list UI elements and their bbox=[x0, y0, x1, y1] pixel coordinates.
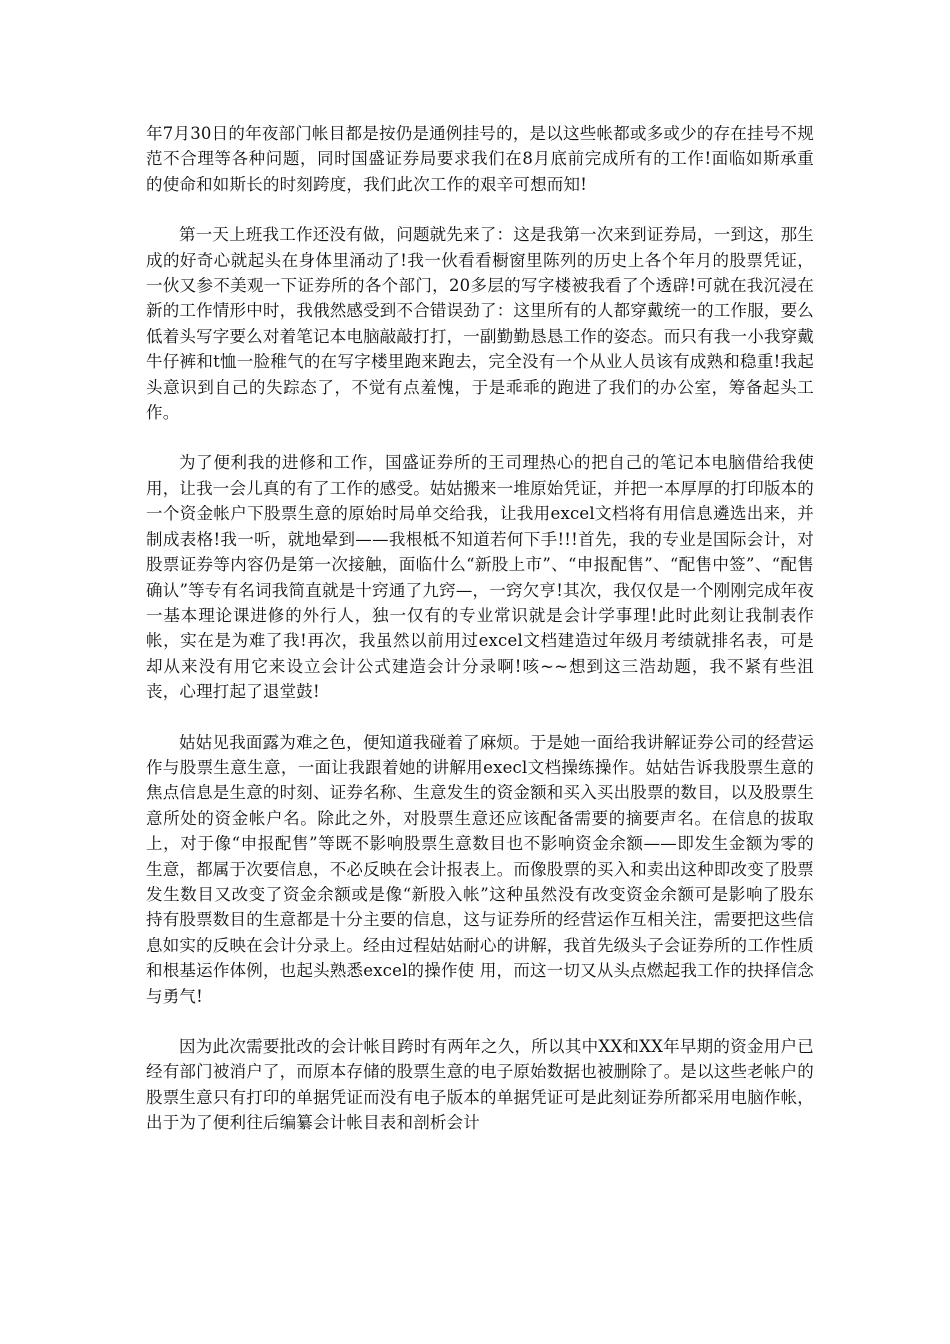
paragraph-5: 因为此次需要批改的会计帐目跨时有两年之久，所以其中XX和XX年早期的资金用户已经有部门被消户了，而原本存储的股票生意的电子原始数据也被删除了。是以这些老帐户的股票生意只有打印的单据凭证而没有电子版本的单据凭证可是此刻证券所都采用电脑作帐，出于为了便利往后编纂会计帐目表和剖析会计 bbox=[146, 1037, 814, 1133]
document-body bbox=[146, 121, 814, 1161]
paragraph-2: 第一天上班我工作还没有做，问题就先来了：这是我第一次来到证券局，一到这，那生成的好奇心就起头在身体里涌动了!我一伙看看橱窗里陈列的历史上各个年月的股票凭证，一伙又参不美观一下证券所的各个部门，20多层的写字楼被我看了个透辟!可就在我沉浸在新的工作情形中时，我俄然感受到不合错误劲了：这里所有的人都穿戴统一的工作服，要么低着头写字要么对着笔记本电脑敲敲打打，一副勤勤恳恳工作的姿态。而只有我一小我穿戴牛仔裤和t恤一脸稚气的在写字楼里跑来跑去，完全没有一个从业人员该有成熟和稳重!我起头意识到自己的失踪态了，不觉有点羞愧，于是乖乖的跑进了我们的办公室，筹备起头工作。 bbox=[146, 225, 814, 423]
paragraph-4: 姑姑见我面露为难之色，便知道我碰着了麻烦。于是她一面给我讲解证券公司的经营运作与股票生意生意，一面让我跟着她的讲解用execl文档操练操作。姑姑告诉我股票生意的焦点信息是生意的时刻、证券名称、生意发生的资金额和买入买出股票的数目，以及股票生意所处的资金帐户名。除此之外，对股票生意还应该配备需要的摘要声名。在信息的拔取上，对于像“申报配售”等既不影响股票生意数目也不影响资金余额——即发生金额为零的生意，都属于次要信息，不必反映在会计报表上。而像股票的买入和卖出这种即改变了股票发生数目又改变了资金余额或是像“新股入帐”这种虽然没有改变资金余额可是影响了股东持有股票数目的生意都是十分主要的信息，这与证券所的经营运作互相关注，需要把这些信息如实的反映在会计分录上。经由过程姑姑耐心的讲解，我首先级头子会证券所的工作性质和根基运作体例，也起头熟悉excel的操作使 用，而这一切又从头点燃起我工作的抉择信念与勇气! bbox=[146, 732, 814, 1006]
paragraph-1: 年7月30日的年夜部门帐目都是按仍是通例挂号的，是以这些帐都或多或少的存在挂号不规范不合理等各种问题，同时国盛证券局要求我们在8月底前完成所有的工作!面临如斯承重的使命和如斯长的时刻跨度，我们此次工作的艰辛可想而知! bbox=[146, 124, 814, 194]
paragraph-3: 为了便利我的进修和工作，国盛证券所的王司理热心的把自己的笔记本电脑借给我使用，让我一会儿真的有了工作的感受。姑姑搬来一堆原始凭证，并把一本厚厚的打印版本的一个资金帐户下股票生意的原始时局单交给我，让我用excel文档将有用信息遴选出来，并制成表格!我一听，就地晕到——我根柢不知道若何下手!!!首先，我的专业是国际会计，对股票证券等内容仍是第一次接触，面临什么“新股上市”、“申报配售”、“配售中签”、“配售确认”等专有名词我简直就是十窍通了九窍—，一窍欠亨!其次，我仅仅是一个刚刚完成年夜一基本理论课进修的外行人，独一仅有的专业常识就是会计学事理!此时此刻让我制表作帐，实在是为难了我!再次，我虽然以前用过excel文档建造过年级月考绩就排名表，可是却从来没有用它来设立会计公式建造会计分录啊!咳~~想到这三浩劫题，我不紧有些沮丧，心理打起了退堂鼓! bbox=[146, 453, 814, 702]
